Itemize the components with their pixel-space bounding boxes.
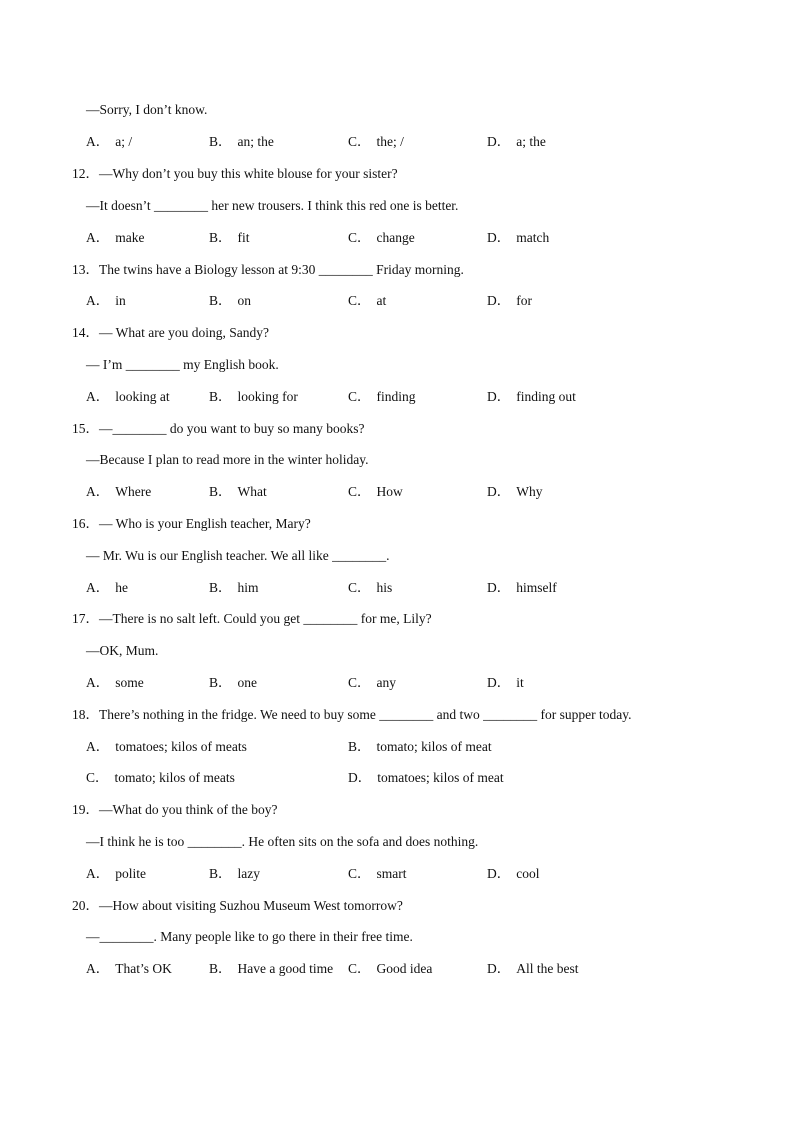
answer-option (86, 578, 128, 598)
option-text: some (115, 675, 144, 690)
option-text: tomato; kilos of meat (376, 739, 492, 754)
question-line: 20．—How about visiting Suzhou Museum West tomorrow? (72, 898, 403, 913)
option-letter: C． (348, 134, 371, 149)
option-letter: B． (209, 866, 232, 881)
option-letter: B． (209, 484, 232, 499)
option-letter: D． (487, 134, 511, 149)
answer-option (348, 737, 492, 757)
dialogue-line: — I’m ________ my English book. (86, 357, 279, 372)
question-line: 16．— Who is your English teacher, Mary? (72, 516, 311, 531)
answer-option (209, 864, 260, 884)
option-text: at (376, 293, 387, 308)
option-text: change (376, 230, 415, 245)
option-letter: B． (209, 134, 232, 149)
answer-option (86, 737, 247, 757)
dialogue-line: —I think he is too ________. He often sits on the sofa and does nothing. (86, 834, 479, 849)
option-text: a; / (115, 134, 133, 149)
option-text: smart (376, 866, 407, 881)
option-text: How (376, 484, 403, 499)
option-text: himself (516, 580, 557, 595)
option-text: him (237, 580, 259, 595)
option-text: in (115, 293, 126, 308)
option-letter: D． (487, 389, 511, 404)
question-line: 15．—________ do you want to buy so many books? (72, 421, 365, 436)
answer-option (209, 482, 267, 502)
option-text: finding out (516, 389, 576, 404)
option-text: lazy (237, 866, 261, 881)
option-text: looking for (237, 389, 298, 404)
answer-option (348, 132, 404, 152)
option-text: That’s OK (115, 961, 172, 976)
question-line: 12．—Why don’t you buy this white blouse for your sister? (72, 166, 398, 181)
answer-option (209, 959, 333, 979)
answer-option (487, 959, 579, 979)
dialogue-line: —________. Many people like to go there in their free time. (86, 929, 413, 944)
option-letter: D． (487, 675, 511, 690)
answer-option (348, 768, 504, 788)
answer-option (487, 578, 557, 598)
answer-option (487, 864, 540, 884)
option-letter: C． (348, 961, 371, 976)
option-text: a; the (516, 134, 546, 149)
answer-option (86, 228, 145, 248)
answer-option (348, 673, 396, 693)
option-text: he (115, 580, 128, 595)
option-text: finding (376, 389, 416, 404)
answer-option (209, 673, 257, 693)
answer-option (209, 228, 250, 248)
option-letter: C． (348, 866, 371, 881)
question-line: 13．The twins have a Biology lesson at 9:30 ________ Friday morning. (72, 262, 464, 277)
option-letter: B． (209, 580, 232, 595)
option-text: tomato; kilos of meats (114, 770, 235, 785)
dialogue-line: — Mr. Wu is our English teacher. We all like ________. (86, 548, 390, 563)
option-text: tomatoes; kilos of meats (115, 739, 247, 754)
option-letter: C． (348, 675, 371, 690)
option-text: Where (115, 484, 152, 499)
answer-option (86, 673, 144, 693)
option-text: polite (115, 866, 146, 881)
answer-option (209, 387, 298, 407)
option-text: match (516, 230, 550, 245)
option-letter: A． (86, 961, 110, 976)
answer-option (86, 387, 170, 407)
answer-option (348, 482, 403, 502)
option-letter: B． (348, 739, 371, 754)
answer-option (487, 673, 524, 693)
answer-option (86, 864, 146, 884)
option-text: an; the (237, 134, 274, 149)
option-letter: D． (487, 230, 511, 245)
option-letter: C． (348, 293, 371, 308)
option-letter: B． (209, 675, 232, 690)
option-letter: D． (487, 484, 511, 499)
option-letter: C． (348, 389, 371, 404)
dialogue-line: —Sorry, I don’t know. (86, 102, 208, 117)
answer-option (86, 132, 132, 152)
option-text: make (115, 230, 145, 245)
option-text: What (237, 484, 267, 499)
option-letter: A． (86, 134, 110, 149)
option-letter: D． (487, 293, 511, 308)
dialogue-line: —It doesn’t ________ her new trousers. I think this red one is better. (86, 198, 459, 213)
answer-option (487, 291, 532, 311)
option-text: Why (516, 484, 543, 499)
question-line: 19．—What do you think of the boy? (72, 802, 278, 817)
answer-option (209, 291, 251, 311)
option-text: for (516, 293, 532, 308)
option-text: his (376, 580, 393, 595)
option-text: the; / (376, 134, 404, 149)
answer-option (348, 228, 415, 248)
dialogue-line: —Because I plan to read more in the winter holiday. (86, 452, 369, 467)
option-text: tomatoes; kilos of meat (377, 770, 504, 785)
option-letter: C． (348, 230, 371, 245)
option-text: fit (237, 230, 250, 245)
question-line: 17．—There is no salt left. Could you get ________ for me, Lily? (72, 611, 432, 626)
answer-option (348, 959, 432, 979)
option-letter: D． (487, 866, 511, 881)
answer-option (348, 864, 407, 884)
option-text: cool (516, 866, 540, 881)
answer-option (487, 387, 576, 407)
option-letter: D． (487, 580, 511, 595)
option-text: on (237, 293, 252, 308)
option-letter: C． (86, 770, 109, 785)
answer-option (86, 768, 235, 788)
question-line: 14．— What are you doing, Sandy? (72, 325, 269, 340)
option-text: Good idea (376, 961, 433, 976)
option-letter: B． (209, 389, 232, 404)
answer-option (86, 959, 172, 979)
answer-option (348, 291, 386, 311)
option-text: Have a good time (237, 961, 334, 976)
option-letter: B． (209, 961, 232, 976)
answer-option (487, 228, 549, 248)
answer-option (209, 132, 274, 152)
option-letter: A． (86, 580, 110, 595)
option-letter: A． (86, 389, 110, 404)
answer-option (487, 482, 543, 502)
answer-option (348, 387, 416, 407)
option-letter: A． (86, 230, 110, 245)
option-letter: A． (86, 675, 110, 690)
answer-option (348, 578, 392, 598)
answer-option (487, 132, 546, 152)
option-letter: A． (86, 739, 110, 754)
option-text: one (237, 675, 258, 690)
option-letter: A． (86, 293, 110, 308)
dialogue-line: —OK, Mum. (86, 643, 159, 658)
answer-option (86, 482, 151, 502)
option-text: any (376, 675, 397, 690)
answer-option (209, 578, 259, 598)
option-letter: B． (209, 230, 232, 245)
option-letter: C． (348, 484, 371, 499)
option-text: it (516, 675, 524, 690)
option-letter: B． (209, 293, 232, 308)
option-letter: D． (348, 770, 372, 785)
option-letter: A． (86, 866, 110, 881)
option-text: All the best (516, 961, 579, 976)
option-text: looking at (115, 389, 170, 404)
question-line: 18．There’s nothing in the fridge. We need to buy some ________ and two ________ for supper today. (72, 707, 632, 722)
answer-option (86, 291, 126, 311)
option-letter: D． (487, 961, 511, 976)
option-letter: C． (348, 580, 371, 595)
option-letter: A． (86, 484, 110, 499)
